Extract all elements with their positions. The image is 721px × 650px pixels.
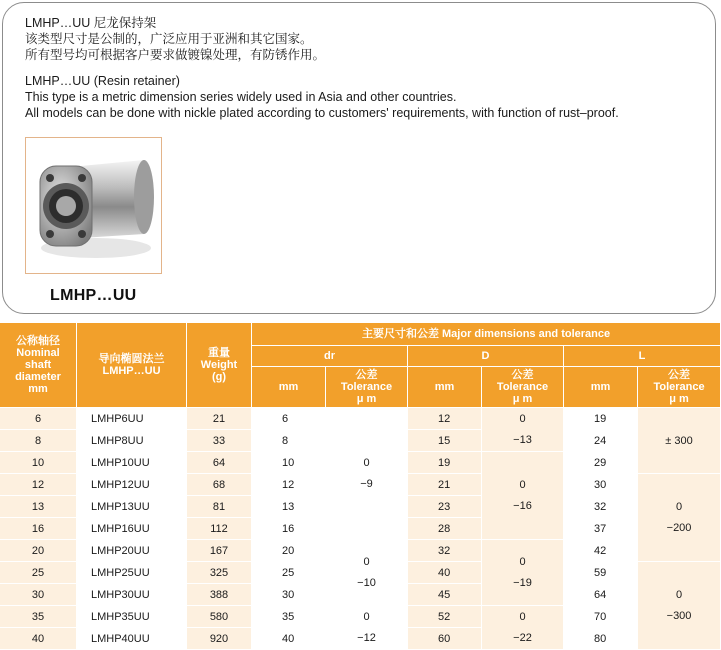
intro-text-cn-2: 所有型号均可根据客户要求做镀镍处理，有防锈作用。	[25, 48, 326, 62]
cell-L: 59	[564, 562, 638, 584]
cell-L: 19	[564, 408, 638, 430]
cell-D-tolerance	[482, 408, 564, 452]
tol-lower: −19	[513, 576, 532, 589]
cell-weight: 64	[187, 452, 252, 474]
header-weight	[187, 323, 252, 408]
cell-L: 30	[564, 474, 638, 496]
header-model-cn: 导向椭圆法兰	[98, 353, 165, 365]
tol-unit: μ m	[356, 393, 377, 405]
cell-weight: 81	[187, 496, 252, 518]
cell-dr-tolerance	[326, 408, 408, 540]
cell-L: 70	[564, 606, 638, 628]
cell-weight: 388	[187, 584, 252, 606]
cell-model: LMHP10UU	[77, 452, 187, 474]
tol-lower: −12	[357, 631, 376, 644]
dimension-table	[0, 323, 721, 650]
cell-dr-tolerance	[326, 606, 408, 650]
header-weight-unit: (g)	[211, 371, 227, 383]
cell-D-tolerance	[482, 452, 564, 540]
tol-lower: −10	[357, 576, 376, 589]
cell-D: 40	[408, 562, 482, 584]
cell-model: LMHP30UU	[77, 584, 187, 606]
cell-dr: 6	[252, 408, 326, 430]
cell-D: 60	[408, 628, 482, 650]
cell-dr: 35	[252, 606, 326, 628]
header-nominal	[0, 323, 77, 408]
cell-D: 45	[408, 584, 482, 606]
cell-L-tolerance: ± 300	[638, 408, 721, 474]
table-row	[0, 540, 721, 562]
header-weight-cn: 重量	[208, 347, 230, 359]
tol-unit: μ m	[669, 393, 689, 405]
header-dr: dr	[252, 346, 408, 367]
cell-weight: 21	[187, 408, 252, 430]
cell-L: 80	[564, 628, 638, 650]
cell-weight: 33	[187, 430, 252, 452]
intro-text-cn-1: 该类型尺寸是公制的，广泛应用于亚洲和其它国家。	[25, 32, 313, 46]
cell-D: 12	[408, 408, 482, 430]
tol-en: Tolerance	[340, 381, 393, 393]
header-nominal-en-1: Nominal	[16, 347, 60, 359]
header-dr-tolerance	[326, 367, 408, 408]
cell-dr: 20	[252, 540, 326, 562]
cell-dr: 40	[252, 628, 326, 650]
cell-D: 21	[408, 474, 482, 496]
cell-dr: 13	[252, 496, 326, 518]
cell-L: 37	[564, 518, 638, 540]
tol-cn: 公差	[355, 369, 378, 381]
cell-D-tolerance	[482, 606, 564, 650]
cell-shaft: 16	[0, 518, 77, 540]
cell-model: LMHP40UU	[77, 628, 187, 650]
header-model	[77, 323, 187, 408]
header-D-mm: mm	[408, 367, 482, 408]
intro-title-cn: LMHP…UU 尼龙保持架	[25, 16, 157, 30]
cell-L-tolerance	[638, 562, 721, 650]
cell-shaft: 12	[0, 474, 77, 496]
tol-lower: −300	[666, 609, 692, 622]
intro-panel	[2, 2, 716, 314]
cell-model: LMHP13UU	[77, 496, 187, 518]
cell-dr-tolerance	[326, 540, 408, 606]
intro-title-en: LMHP…UU (Resin retainer)	[25, 74, 180, 88]
cell-L: 24	[564, 430, 638, 452]
tol-unit: μ m	[512, 393, 533, 405]
intro-text-en-1: This type is a metric dimension series widely used in Asia and other countries.	[25, 90, 457, 104]
tol-lower: −200	[666, 521, 692, 534]
header-L-tolerance	[638, 367, 721, 408]
cell-dr: 16	[252, 518, 326, 540]
cell-L: 29	[564, 452, 638, 474]
header-nominal-unit: mm	[28, 383, 48, 395]
cell-model: LMHP35UU	[77, 606, 187, 628]
header-D: D	[408, 346, 564, 367]
cell-model: LMHP25UU	[77, 562, 187, 584]
table-row	[0, 408, 721, 430]
cell-dr: 10	[252, 452, 326, 474]
cell-shaft: 10	[0, 452, 77, 474]
table-row	[0, 606, 721, 628]
cell-shaft: 30	[0, 584, 77, 606]
header-nominal-en-3: diameter	[15, 371, 61, 383]
cell-shaft: 40	[0, 628, 77, 650]
tol-upper: 0	[519, 412, 526, 425]
cell-weight: 920	[187, 628, 252, 650]
cell-model: LMHP6UU	[77, 408, 187, 430]
tol-upper: 0	[675, 588, 683, 601]
product-photo	[25, 137, 162, 274]
tol-upper: 0	[519, 478, 526, 491]
cell-shaft: 6	[0, 408, 77, 430]
cell-weight: 167	[187, 540, 252, 562]
cell-shaft: 25	[0, 562, 77, 584]
cell-shaft: 13	[0, 496, 77, 518]
cell-L: 64	[564, 584, 638, 606]
product-caption: LMHP…UU	[50, 287, 137, 304]
header-L: L	[564, 346, 721, 367]
cell-model: LMHP12UU	[77, 474, 187, 496]
tol-cn: 公差	[511, 369, 534, 381]
tol-cn: 公差	[668, 369, 691, 381]
tol-upper: 0	[675, 500, 683, 513]
header-nominal-en-2: shaft	[24, 359, 52, 371]
cell-D: 19	[408, 452, 482, 474]
tol-upper: 0	[363, 555, 370, 568]
cell-weight: 112	[187, 518, 252, 540]
tol-lower: −22	[513, 631, 532, 644]
cell-shaft: 8	[0, 430, 77, 452]
cell-dr: 12	[252, 474, 326, 496]
header-major-dimensions: 主要尺寸和公差 Major dimensions and tolerance	[252, 323, 721, 346]
cell-shaft: 20	[0, 540, 77, 562]
header-L-mm: mm	[564, 367, 638, 408]
intro-text-en-2: All models can be done with nickle plated according to customers' requirements, with function of rust–proof.	[25, 106, 619, 120]
tol-upper: 0	[519, 555, 526, 568]
tol-lower: −16	[513, 499, 532, 512]
cell-shaft: 35	[0, 606, 77, 628]
cell-D: 28	[408, 518, 482, 540]
header-weight-en: Weight	[200, 359, 238, 371]
cell-dr: 30	[252, 584, 326, 606]
cell-dr: 8	[252, 430, 326, 452]
tol-en: Tolerance	[496, 381, 549, 393]
cell-D-tolerance	[482, 540, 564, 606]
cell-D: 32	[408, 540, 482, 562]
header-dr-mm: mm	[252, 367, 326, 408]
cell-weight: 68	[187, 474, 252, 496]
tol-lower: −13	[513, 433, 532, 446]
header-D-tolerance	[482, 367, 564, 408]
tol-lower: −9	[360, 477, 373, 490]
cell-model: LMHP8UU	[77, 430, 187, 452]
cell-model: LMHP20UU	[77, 540, 187, 562]
cell-L-tolerance	[638, 474, 721, 562]
tol-upper: 0	[363, 456, 370, 469]
cell-weight: 580	[187, 606, 252, 628]
tol-en: Tolerance	[653, 381, 705, 393]
tol-upper: 0	[519, 610, 526, 623]
flange-bearing-image	[26, 138, 161, 273]
header-model-en: LMHP…UU	[102, 365, 161, 377]
cell-D: 52	[408, 606, 482, 628]
header-nominal-cn: 公称轴径	[16, 335, 60, 347]
cell-L: 32	[564, 496, 638, 518]
cell-D: 23	[408, 496, 482, 518]
cell-weight: 325	[187, 562, 252, 584]
cell-dr: 25	[252, 562, 326, 584]
cell-model: LMHP16UU	[77, 518, 187, 540]
tol-upper: 0	[363, 610, 370, 623]
cell-L: 42	[564, 540, 638, 562]
cell-D: 15	[408, 430, 482, 452]
